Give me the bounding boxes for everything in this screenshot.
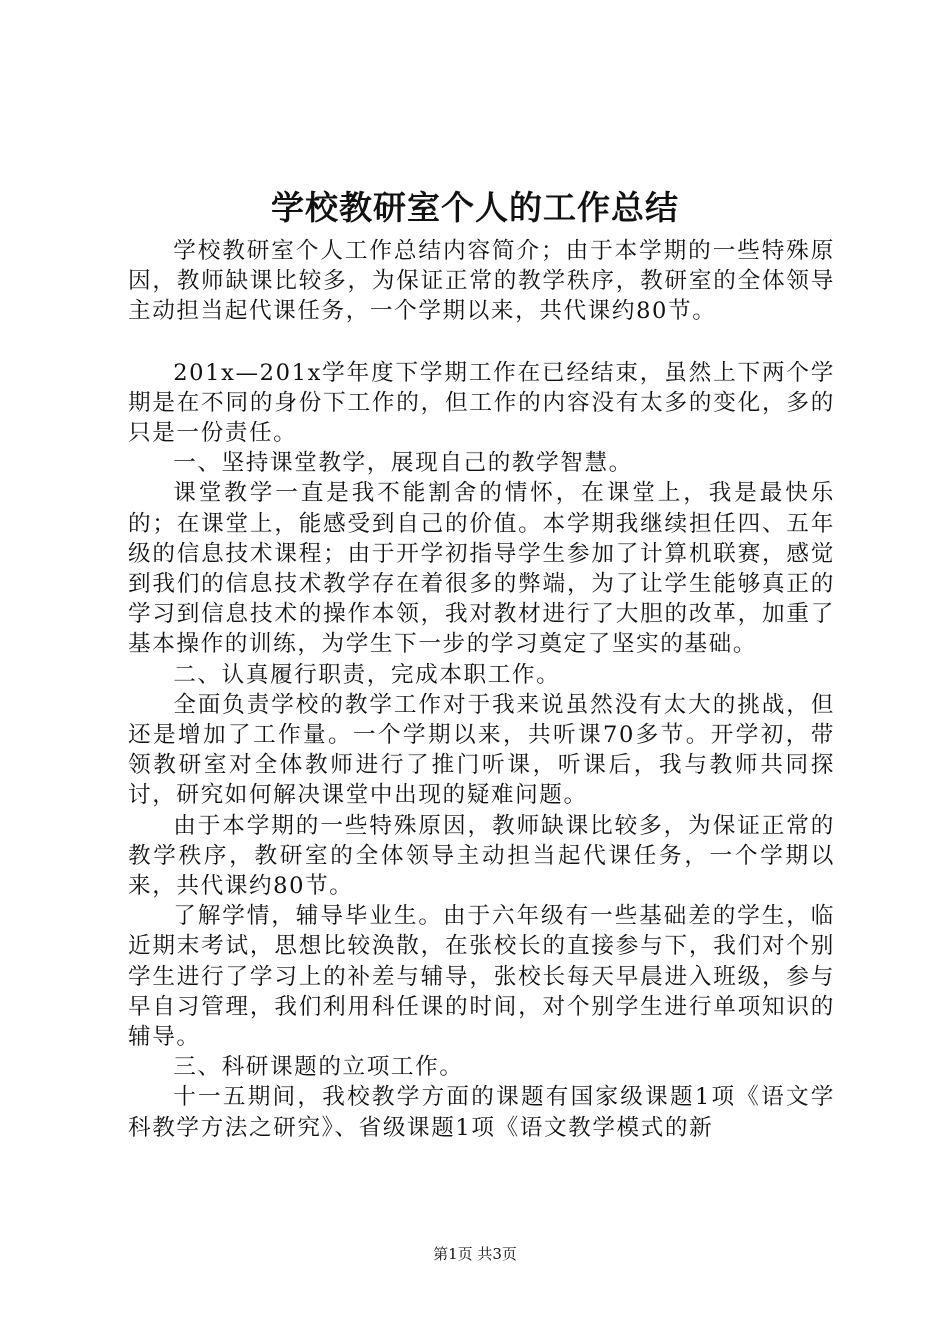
section-heading: 三、科研课题的立项工作。 xyxy=(173,1054,464,1081)
page-number-footer: 第1页 共3页 xyxy=(433,1245,517,1263)
document-title: 学校教研室个人的工作总结 xyxy=(271,188,679,227)
body-paragraph: 由于本学期的一些特殊原因，教师缺课比较多，为保证正常的教学秩序，教研室的全体领导主动担当起代课任务，一个学期以来，共代课约80节。 xyxy=(128,812,835,900)
section-heading: 二、认真履行职责，完成本职工作。 xyxy=(173,661,561,688)
body-paragraph: 课堂教学一直是我不能割舍的情怀，在课堂上，我是最快乐的；在课堂上，能感受到自己的价值。本学期我继续担任四、五年级的信息技术课程；由于开学初指导学生参加了计算机联赛，感觉到我们的信息技术教学存在着很多的弊端，为了让学生能够真正的学习到信息技术的操作本领，我对教材进行了大胆的改革，加重了基本操作的训练，为学生下一步的学习奠定了坚实的基础。 xyxy=(128,480,835,658)
section-heading: 一、坚持课堂教学，展现自己的教学智慧。 xyxy=(173,450,633,477)
body-paragraph: 十一五期间，我校教学方面的课题有国家级课题1项《语文学科教学方法之研究》、省级课题1项《语文教学模式的新 xyxy=(128,1084,835,1141)
body-paragraph: 了解学情，辅导毕业生。由于六年级有一些基础差的学生，临近期末考试，思想比较涣散，在张校长的直接参与下，我们对个别学生进行了学习上的补差与辅导，张校长每天早晨进入班级，参与早自习管理，我们利用科任课的时间，对个别学生进行单项知识的辅导。 xyxy=(128,903,835,1051)
body-paragraph: 201x—201x学年度下学期工作在已经结束，虽然上下两个学期是在不同的身份下工作的，但工作的内容没有太多的变化，多的只是一份责任。 xyxy=(128,359,835,447)
document-body xyxy=(128,236,835,1143)
summary-paragraph: 学校教研室个人工作总结内容简介；由于本学期的一些特殊原因，教师缺课比较多，为保证正常的教学秩序，教研室的全体领导主动担当起代课任务，一个学期以来，共代课约80节。 xyxy=(128,238,835,325)
body-paragraph: 全面负责学校的教学工作对于我来说虽然没有太大的挑战，但还是增加了工作量。一个学期以来，共听课70多节。开学初，带领教研室对全体教师进行了推门听课，听课后，我与教师共同探讨，研究如何解决课堂中出现的疑难问题。 xyxy=(128,691,835,809)
